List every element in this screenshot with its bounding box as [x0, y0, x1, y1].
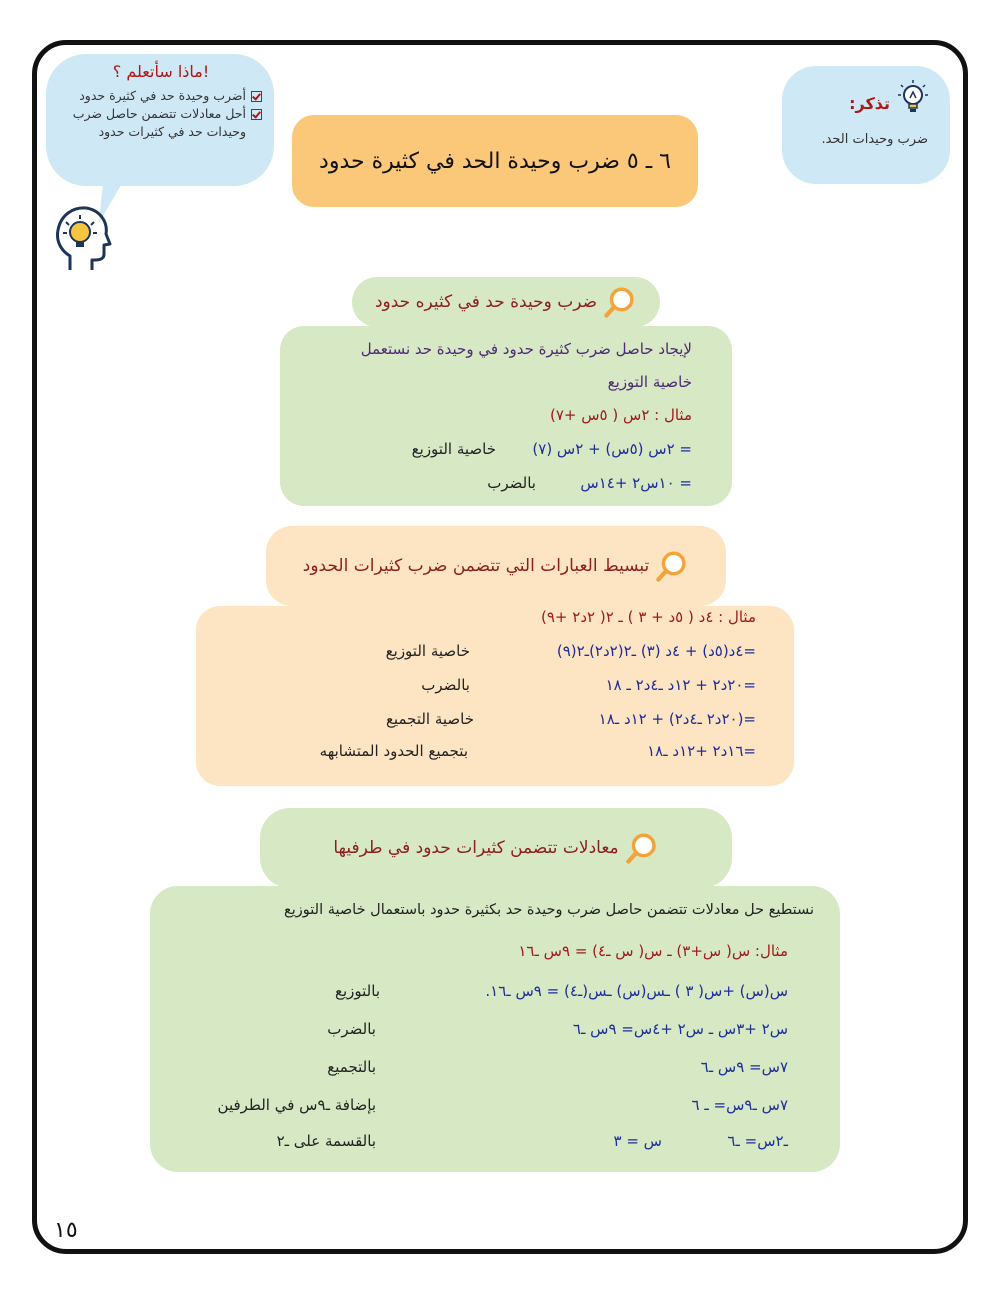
remember-bubble	[782, 66, 950, 184]
section3-panel	[150, 886, 840, 1172]
section1-intro: لإيجاد حاصل ضرب كثيرة حدود في وحيدة حد نستعمل	[360, 340, 692, 358]
lightbulb-icon	[896, 78, 930, 118]
section3-row1-expr: س(س) +س( ٣ ) ـس(س) ـس(ـ٤) = ٩س ـ١٦.	[485, 982, 788, 1000]
magnifier-icon	[603, 285, 637, 319]
learn-bubble	[46, 54, 274, 186]
section1-intro-cont: خاصية التوزيع	[607, 373, 692, 391]
learn-title: ماذا سأتعلم ؟!	[112, 62, 210, 81]
checkbox-icon	[251, 91, 262, 102]
learn-item-text: أضرب وحيدة حد في كثيرة حدود	[79, 88, 246, 103]
section2-row3-note: خاصية التجميع	[385, 710, 474, 728]
section3-row1-note: بالتوزيع	[335, 982, 380, 1000]
section2-row4-expr: =١٦د٢ +١٢د ـ١٨	[647, 742, 756, 760]
section3-row2-expr: س٢ +٣س ـ س٢ +٤س= ٩س ـ٦	[572, 1020, 788, 1038]
section2-row2-expr: =٢٠د٢ + ١٢د ـ٤د٢ ـ ١٨	[605, 676, 756, 694]
section3-example: مثال: س( س+٣) ـ س( س ـ٤) = ٩س ـ١٦	[518, 942, 788, 960]
section3-intro: نستطيع حل معادلات تتضمن حاصل ضرب وحيدة حد بكثيرة حدود باستعمال خاصية التوزيع	[284, 902, 814, 918]
lesson-title: ٦ ـ ٥ ضرب وحيدة الحد في كثيرة حدود	[292, 115, 698, 207]
section1-step1-note: خاصية التوزيع	[411, 440, 496, 458]
section3-row4-expr: ٧س ـ٩س= ـ ٦	[691, 1096, 788, 1114]
section2-panel	[196, 606, 794, 786]
section2-example: مثال : ٤د ( ٥د + ٣ ) ـ ٢( ٢د٢ +٩)	[540, 608, 756, 626]
section1-step2-expr: = ١٠س٢ +١٤س	[580, 474, 692, 492]
section3-row4-note: بإضافة ـ٩س في الطرفين	[217, 1096, 376, 1114]
section2-row2-note: بالضرب	[421, 676, 470, 694]
section3-row5-note: بالقسمة على ـ٢	[276, 1132, 376, 1150]
section3-row2-note: بالضرب	[327, 1020, 376, 1038]
section3-row5-result: س = ٣	[613, 1132, 662, 1150]
section1-example: مثال : ٢س ( ٥س +٧)	[549, 406, 692, 424]
remember-title: تذكر:	[849, 94, 890, 113]
page-number: ١٥	[54, 1218, 78, 1243]
section1-step1-expr: = ٢س (٥س) + ٢س (٧)	[532, 440, 692, 458]
section2-row3-expr: =(٢٠د٢ ـ٤د٢) + ١٢د ـ١٨	[598, 710, 756, 728]
checkbox-icon	[251, 109, 262, 120]
magnifier-icon	[655, 549, 689, 583]
section2-heading-box	[266, 526, 726, 606]
section3-row3-expr: ٧س= ٩س ـ٦	[700, 1058, 788, 1076]
magnifier-icon	[625, 831, 659, 865]
section3-row3-note: بالتجميع	[327, 1058, 376, 1076]
section3-heading: معادلات تتضمن كثيرات حدود في طرفيها	[333, 838, 619, 858]
section2-row1-note: خاصية التوزيع	[385, 642, 470, 660]
section1-panel	[280, 326, 732, 506]
section2-heading: تبسيط العبارات التي تتضمن ضرب كثيرات الحدود	[302, 556, 650, 576]
head-lightbulb-icon	[52, 204, 112, 274]
learn-item	[60, 105, 262, 141]
section1-heading-box	[352, 277, 660, 327]
section2-row1-expr: =٤د(٥د) + ٤د (٣) ـ٢(٢د٢)ـ٢(٩)	[556, 642, 756, 660]
section1-heading: ضرب وحيدة حد في كثيره حدود	[374, 292, 598, 312]
section3-heading-box	[260, 808, 732, 888]
learn-item	[60, 87, 262, 105]
learn-item-text: أحل معادلات تتضمن حاصل ضرب وحيدات حد في كثيرات حدود	[72, 106, 246, 139]
section3-row5-expr: ـ٢س= ـ٦	[727, 1132, 788, 1150]
remember-text: ضرب وحيدات الحد.	[821, 132, 928, 147]
section2-row4-note: بتجميع الحدود المتشابهه	[319, 742, 468, 760]
section1-step2-note: بالضرب	[487, 474, 536, 492]
